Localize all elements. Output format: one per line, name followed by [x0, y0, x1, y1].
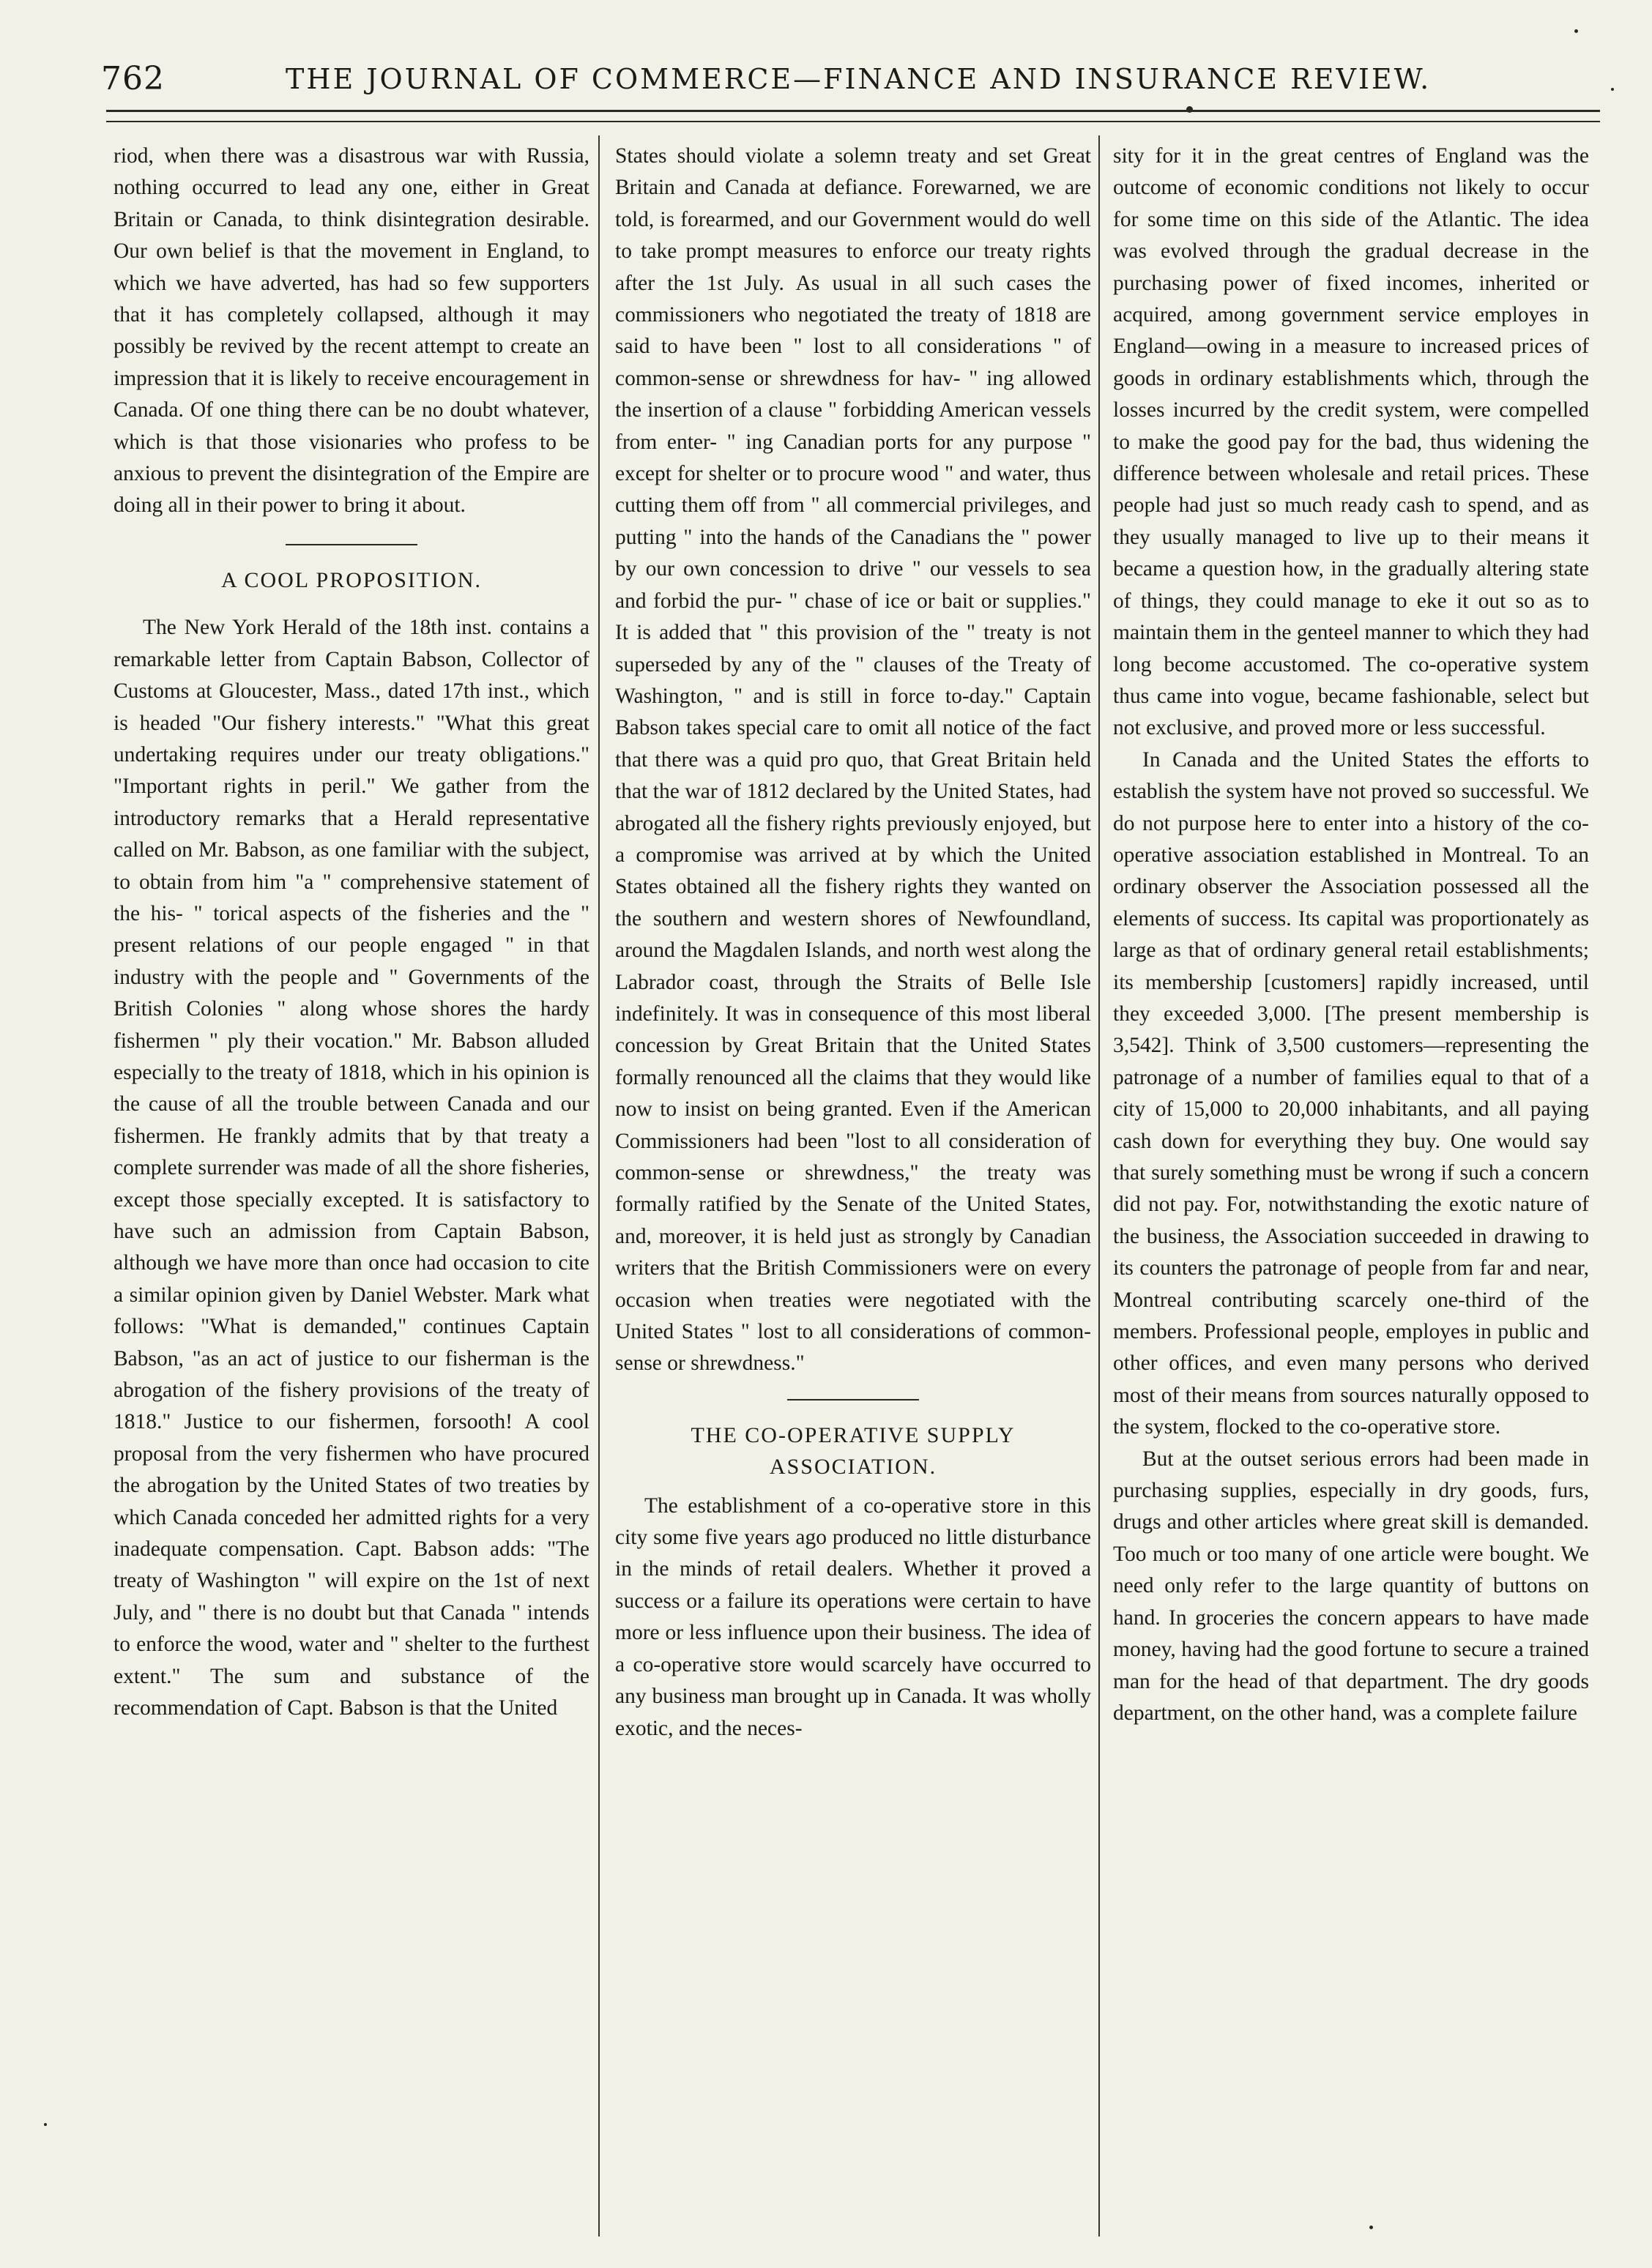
section-divider	[286, 544, 417, 545]
article-heading-line-2: ASSOCIATION.	[769, 1455, 937, 1480]
page-header	[95, 57, 1596, 101]
paragraph: In Canada and the United States the efforts to establish the system have not proved so successful. We do not purpose here to enter into a history of the co-operative association established in Montreal. To an ordinary observer the Association possessed all the elements of success. Its capital was proportionately as large as that of ordinary general retail establishments; its membership [customers] rapidly increased, until they exceeded 3,000. [The present membership is 3,542]. Think of 3,500 customers—representing the patronage of a number of families equal to that of a city of 15,000 to 20,000 inhabitants, and all paying cash down for everything they buy. One would say that surely something must be wrong if such a concern did not pay. For, notwithstanding the exotic nature of the business, the Association succeeded in drawing to its counters the patronage of people from far and near, Montreal contributing scarcely one-third of the members. Professional people, employes in public and other offices, and even many persons who derived most of their means from sources naturally opposed to the system, flocked to the co-operative store.	[1113, 747, 1589, 1439]
column-3	[1113, 141, 1589, 1729]
print-speck	[1574, 29, 1578, 33]
paragraph: But at the outset serious errors had been made in purchasing supplies, especially in dry goods, furs, drugs and other articles where great skill is demanded. Too much or too many of one article were bought. We need only refer to the large quantity of buttons on hand. In groceries the concern appears to have made money, having had the good fortune to secure a trained man for the head of that department. The dry goods department, on the other hand, was a complete failure	[1113, 1447, 1589, 1725]
print-speck	[1186, 106, 1193, 113]
running-head: THE JOURNAL OF COMMERCE—FINANCE AND INSURANCE REVIEW.	[286, 63, 1432, 95]
header-rule-bottom	[106, 121, 1600, 122]
article-heading-line-1: THE CO-OPERATIVE SUPPLY	[691, 1422, 1016, 1447]
paragraph: The establishment of a co-operative store in this city some five years ago produced no little disturbance in the minds of retail dealers. Whether it proved a success or a failure its operations were certain to have more or less influence upon their business. The idea of a co-operative store would scarcely have occurred to any business man brought up in Canada. It was wholly exotic, and the neces-	[615, 1493, 1091, 1740]
section-divider	[787, 1399, 919, 1400]
print-speck	[1611, 88, 1614, 91]
paragraph: sity for it in the great centres of England was the outcome of economic conditions not likely to occur for some time on this side of the Atlantic. The idea was evolved through the gradual decrease in the purchasing power of fixed incomes, inherited or acquired, among government service employes in England—owing in a measure to increased prices of goods in ordinary establishments which, through the losses incurred by the credit system, were compelled to make the good pay for the bad, thus widening the difference between wholesale and retail prices. These people had just so much ready cash to spend, and as they usually managed to live up to their means it became a question how, in the gradually altering state of things, they could manage to eke it out so as to maintain them in the genteel manner to which they had long become accustomed. The co-operative system thus came into vogue, became fashionable, select but not exclusive, and proved more or less successful.	[1113, 144, 1589, 740]
column-divider-2	[1098, 135, 1100, 2237]
page-number: 762	[101, 60, 165, 97]
print-speck	[1369, 2226, 1373, 2229]
print-speck	[44, 2123, 47, 2126]
article-heading: A COOL PROPOSITION.	[220, 567, 483, 592]
column-2	[615, 141, 1091, 1745]
paragraph: riod, when there was a disastrous war with Russia, nothing occurred to lead any one, either in Great Britain or Canada, to think disintegration desirable. Our own belief is that the movement in England, to which we have adverted, has had so few supporters that it has completely collapsed, although it may possibly be revived by the recent attempt to create an impression that it is likely to receive encouragement in Canada. Of one thing there can be no doubt whatever, which is that those visionaries who profess to be anxious to prevent the disintegration of the Empire are doing all in their power to bring it about.	[114, 144, 589, 518]
paragraph: The New York Herald of the 18th inst. contains a remarkable letter from Captain Babson, Collector of Customs at Gloucester, Mass., dated 17th inst., which is headed "Our fishery interests." "What this great undertaking requires under our treaty obligations." "Important rights in peril." We gather from the introductory remarks that a Herald representative called on Mr. Babson, as one familiar with the subject, to obtain from him "a " comprehensive statement of the his- " torical aspects of the fisheries and the " present relations of our people engaged " in that industry with the people and " Governments of the British Colonies " along whose shores the hardy fishermen " ply their vocation." Mr. Babson alluded especially to the treaty of 1818, which in his opinion is the cause of all the trouble between Canada and our fishermen. He frankly admits that by that treaty a complete surrender was made of all the shore fisheries, except those specially excepted. It is satisfactory to have such an admission from Captain Babson, although we have more than once had occasion to cite a similar opinion given by Daniel Webster. Mark what follows: "What is demanded," continues Captain Babson, "as an act of justice to our fisherman is the abrogation of the fishery provisions of the treaty of 1818." Justice to our fishermen, forsooth! A cool proposal from the very fishermen who have procured the abrogation by the United States of two treaties by which Canada conceded her admitted rights for a very inadequate compensation. Capt. Babson adds: "The treaty of Washington " will expire on the 1st of next July, and " there is no doubt but that Canada " intends to enforce the wood, water and " shelter to the furthest extent." The sum and substance of the recommendation of Capt. Babson is that the United	[114, 616, 589, 1720]
header-rule-top	[106, 110, 1600, 112]
paragraph: States should violate a solemn treaty and set Great Britain and Canada at defiance. Forewarned, we are told, is forearmed, and our Government would do well to take prompt measures to enforce our treaty rights after the 1st July. As usual in all such cases the commissioners who negotiated the treaty of 1818 are said to have been " lost to all considerations " of common-sense or shrewdness for hav- " ing allowed the insertion of a clause " forbidding American vessels from enter- " ing Canadian ports for any purpose " except for shelter or to procure wood " and water, thus cutting them off from " all commercial privileges, and putting " into the hands of the Canadians the " power by our own concession to drive " our vessels to sea and forbid the pur- " chase of ice or bait or supplies." It is added that " this provision of the " treaty is not superseded by any of the " clauses of the Treaty of Washington, " and is still in force to-day." Captain Babson takes special care to omit all notice of the fact that there was a quid pro quo, that Great Britain held that the war of 1812 declared by the United States, had abrogated all the fishery rights previously enjoyed, but a compromise was arrived at by which the United States obtained all the fishery rights they wanted on the southern and western shores of Newfoundland, around the Magdalen Islands, and north west along the Labrador coast, through the Straits of Belle Isle indefinitely. It was in consequence of this most liberal concession by Great Britain that the United States formally renounced all the claims that they would like now to insist on being granted. Even if the American Commissioners had been "lost to all consideration of common-sense or shrewdness," the treaty was formally ratified by the Senate of the United States, and, moreover, it is held just as strongly by Canadian writers that the British Commissioners were on every occasion when treaties were negotiated with the United States " lost to all considerations of common-sense or shrewdness."	[615, 144, 1091, 1376]
column-divider-1	[598, 135, 600, 2237]
column-1	[114, 141, 589, 1725]
